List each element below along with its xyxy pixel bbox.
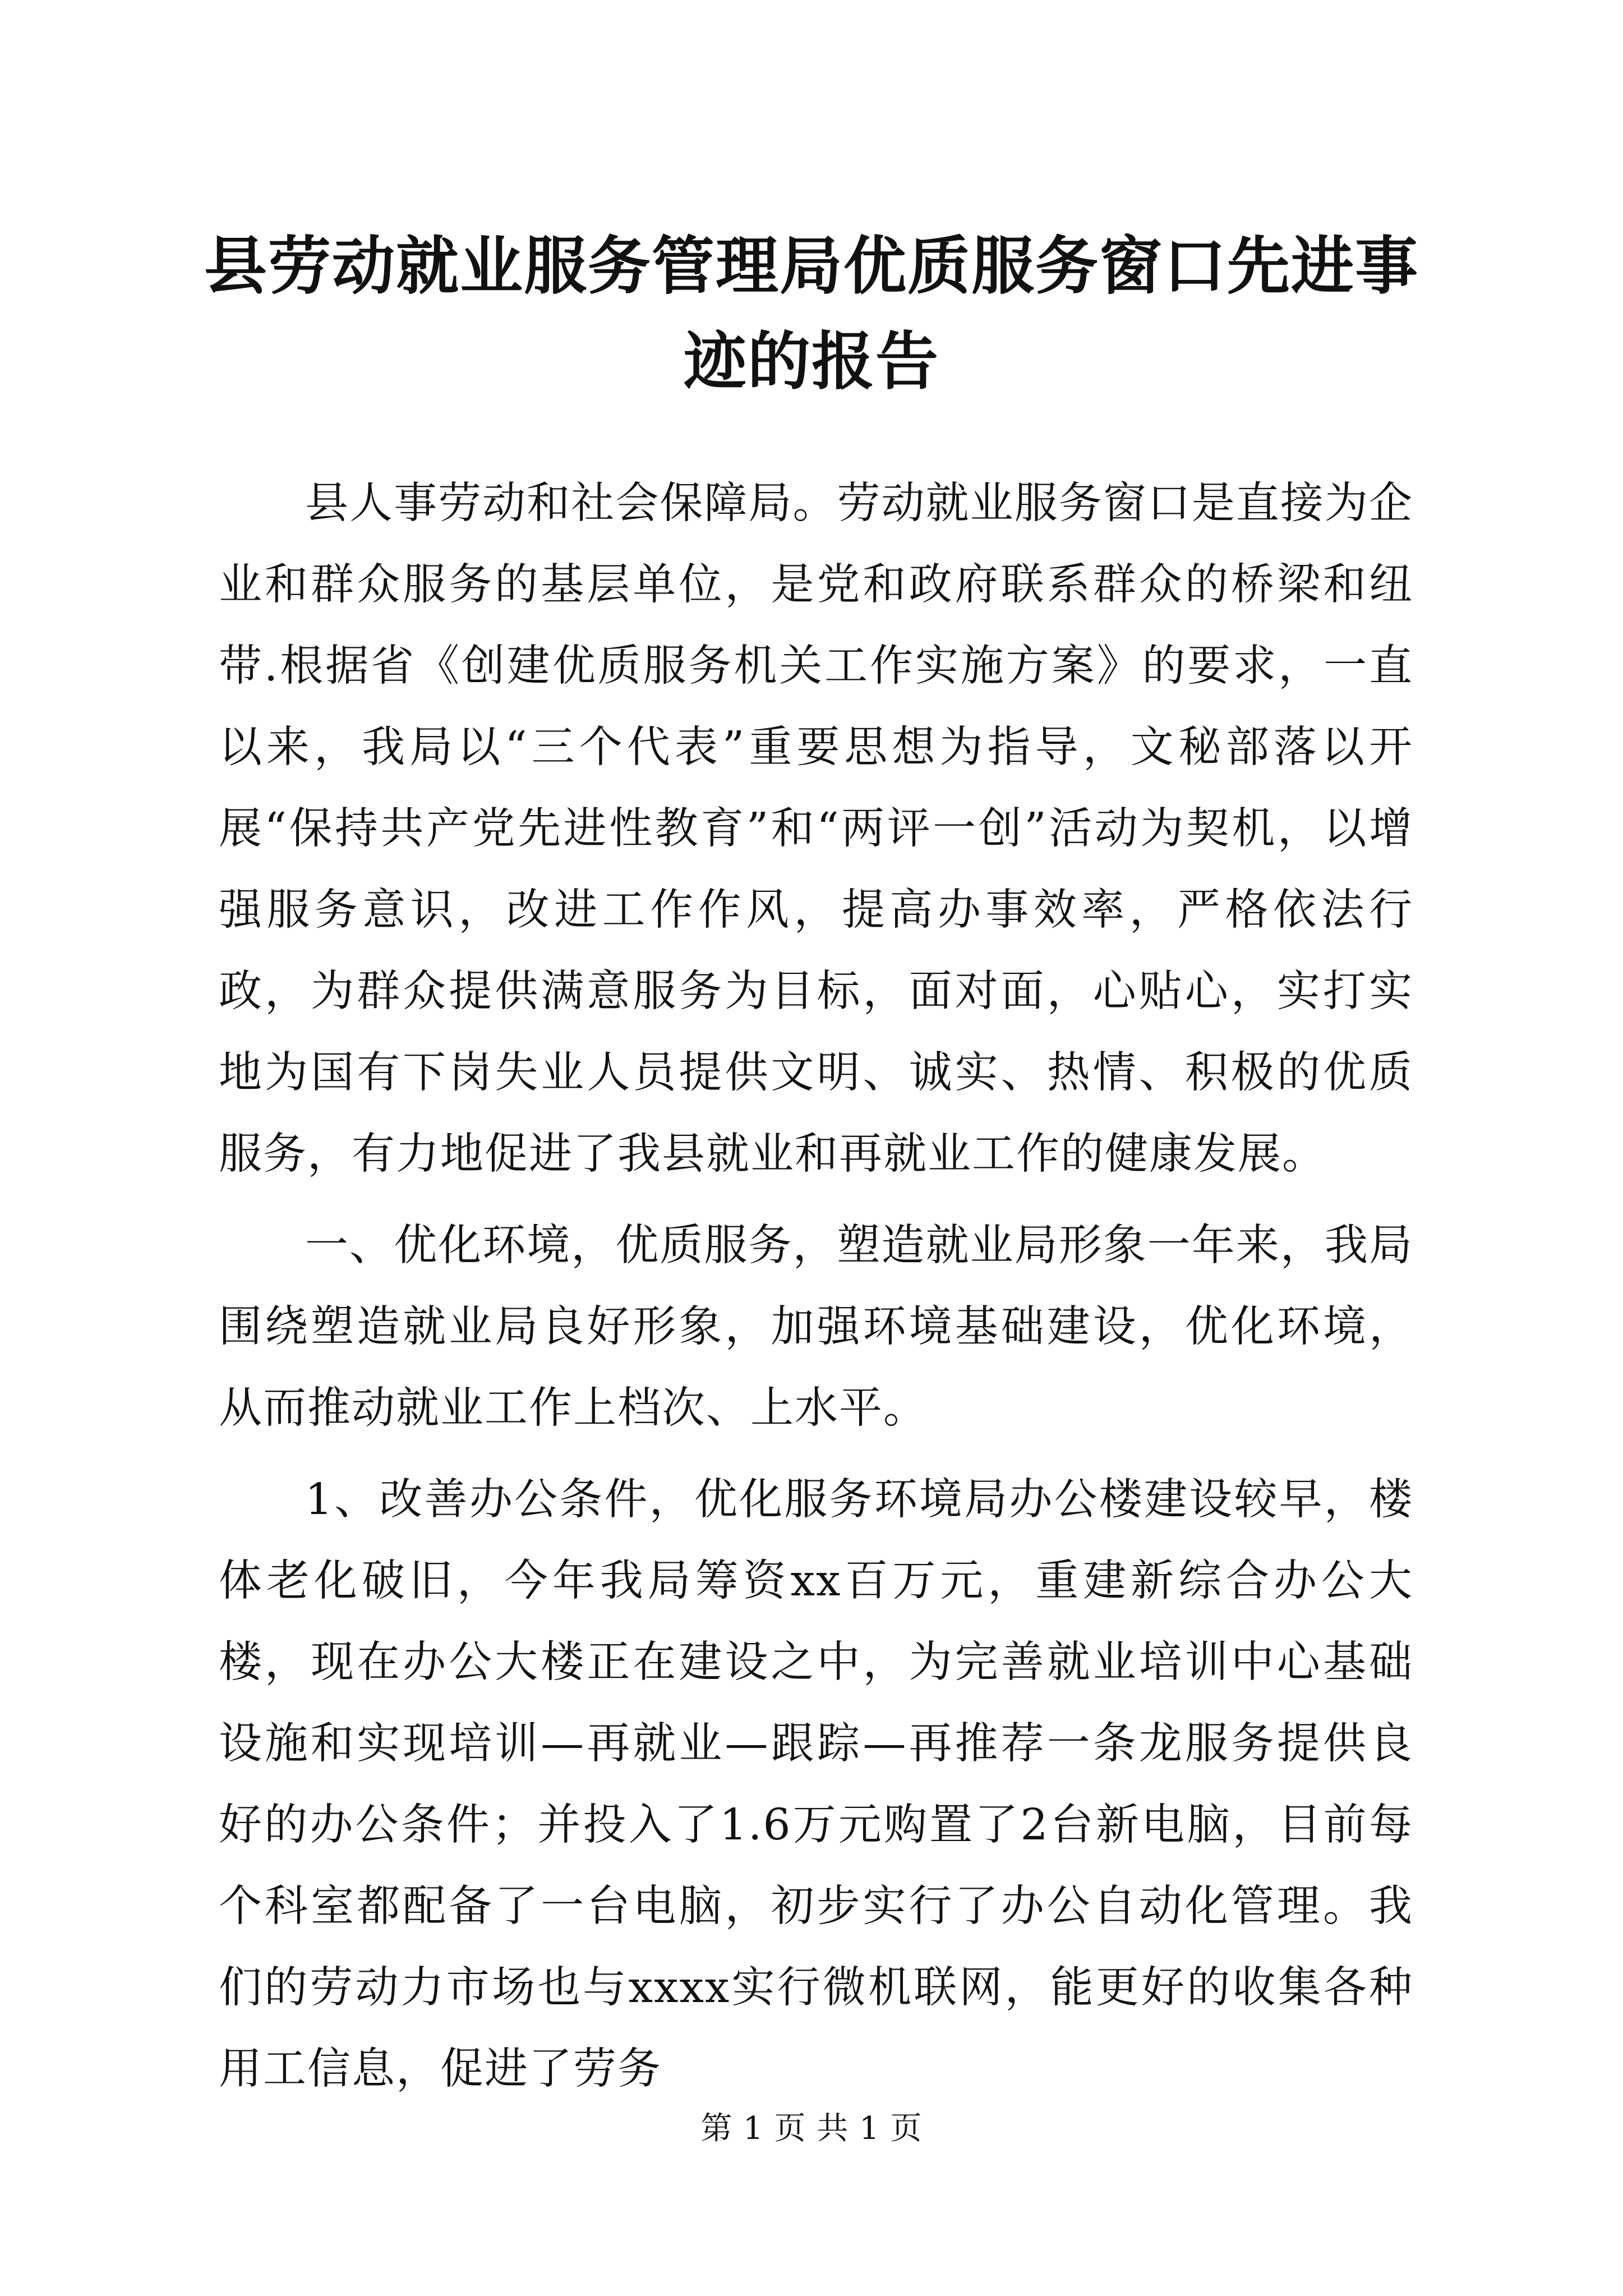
paragraph-section-one: 一、优化环境，优质服务，塑造就业局形象一年来，我局围绕塑造就业局良好形象，加强环境基础建设，优化环境，从而推动就业工作上档次、上水平。	[219, 1221, 1413, 1433]
paragraph-intro: 县人事劳动和社会保障局。劳动就业服务窗口是直接为企业和群众服务的基层单位，是党和政府联系群众的桥梁和纽带.根据省《创建优质服务机关工作实施方案》的要求，一直以来，我局以“三个代表”重要思想为指导，文秘部落以开展“保持共产党先进性教育”和“两评一创”活动为契机，以增强服务意识，改进工作作风，提高办事效率，严格依法行政，为群众提供满意服务为目标，面对面，心贴心，实打实地为国有下岗失业人员提供文明、诚实、热情、积极的优质服务，有力地促进了我县就业和再就业工作的健康发展。	[219, 478, 1413, 1179]
document-body	[219, 463, 1413, 2120]
paragraph-item-one: 1、改善办公条件，优化服务环境局办公楼建设较早，楼体老化破旧，今年我局筹资xx百万元，重建新综合办公大楼，现在办公大楼正在建设之中，为完善就业培训中心基础设施和实现培训—再就业—跟踪—再推荐一条龙服务提供良好的办公条件；并投入了1.6万元购置了2台新电脑，目前每个科室都配备了一台电脑，初步实行了办公自动化管理。我们的劳动力市场也与xxxx实行微机联网，能更好的收集各种用工信息，促进了劳务	[219, 1475, 1413, 2094]
document-title: 县劳动就业服务管理局优质服务窗口先进事迹的报告	[204, 229, 1419, 398]
page-footer: 第 1 页 共 1 页	[700, 2110, 923, 2147]
